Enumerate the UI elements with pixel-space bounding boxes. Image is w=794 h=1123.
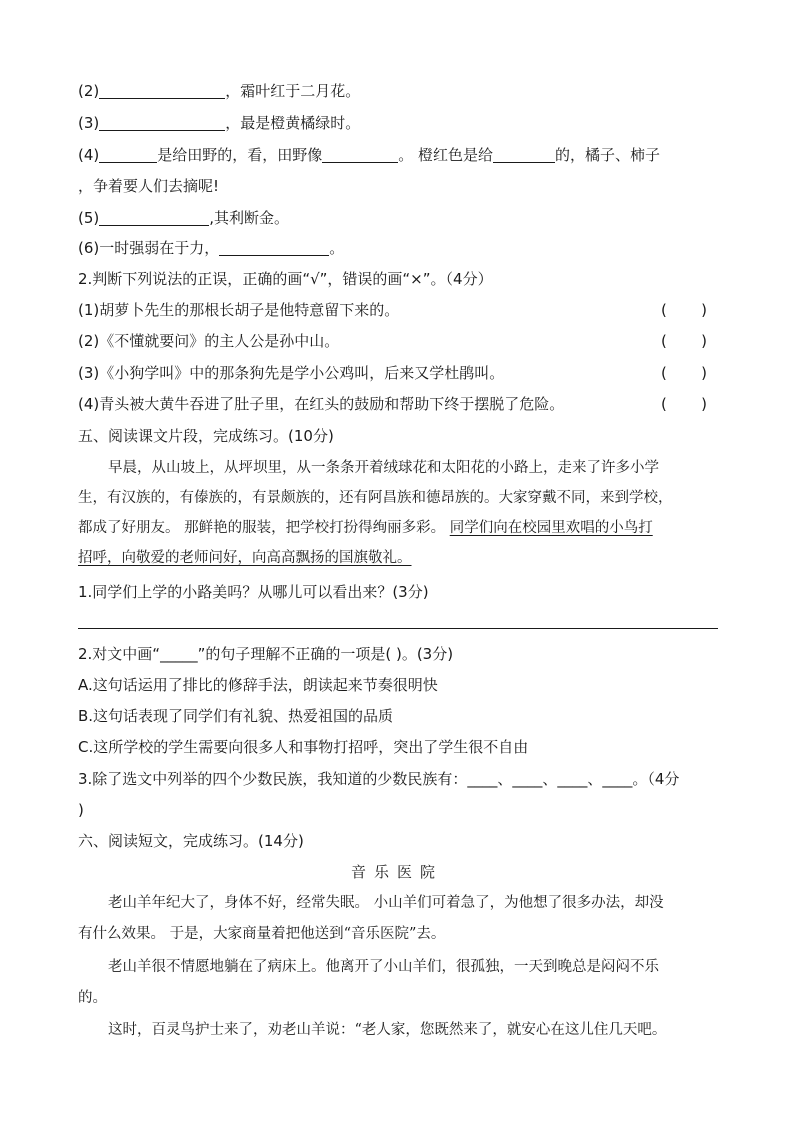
judge-item-4: (4)青头被大黄牛吞进了肚子里，在红头的鼓励和帮助下终于摆脱了危险。 [78, 395, 565, 413]
judge-question-title: 2.判断下列说法的正误，正确的画“√”，错误的画“×”。（4分） [78, 270, 493, 288]
answer-blank[interactable] [99, 146, 157, 163]
underlined-sentence: 招呼，向敬爱的老师问好，向高高飘扬的国旗敬礼。 [78, 550, 412, 566]
item-number: (3) [78, 114, 100, 132]
answer-blank[interactable] [322, 146, 398, 163]
reading-q1: 1.同学们上学的小路美吗？从哪儿可以看出来？(3分) [78, 583, 429, 601]
underlined-sentence: 同学们向在校园里欢唱的小鸟打 [449, 520, 653, 536]
passage-line: 生，有汉族的，有傣族的，有景颇族的，还有阿昌族和德昂族的。大家穿戴不同，来到学校， [78, 490, 673, 506]
fill-item-5 [78, 208, 289, 228]
passage-line: 有什么效果。 于是，大家商量着把他送到“音乐医院”去。 [78, 926, 446, 942]
bracket-close: ) [701, 395, 707, 413]
answer-blank[interactable] [219, 239, 329, 256]
item-number: (4) [78, 146, 100, 164]
option-a: A.这句话运用了排比的修辞手法，朗读起来节奏很明快 [78, 676, 438, 694]
judge-item-3: (3)《小狗学叫》中的那条狗先是学小公鸡叫，后来又学杜鹃叫。 [78, 364, 505, 382]
fill-item-2 [78, 81, 360, 101]
reading-q2: 2.对文中画“_____”的句子理解不正确的一项是( )。(3分) [78, 645, 454, 663]
judge-item-1: (1)胡萝卜先生的那根长胡子是他特意留下来的。 [78, 301, 400, 319]
item-text: 是给田野的，看，田野像 [157, 146, 323, 164]
option-b: B.这句话表现了同学们有礼貌、热爱祖国的品质 [78, 707, 394, 725]
passage-text: 都成了好朋友。 那鲜艳的服装，把学校打扮得绚丽多彩。 [78, 520, 450, 536]
item-text: ，最是橙黄橘绿时。 [225, 114, 361, 132]
bracket-open: ( [661, 364, 667, 382]
item-text: 的，橘子、柿子 [555, 146, 661, 164]
fill-item-4-cont: ，争着要人们去摘呢! [78, 177, 220, 195]
passage-line: 老山羊很不情愿地躺在了病床上。他离开了小山羊们，很孤独，一天到晚总是闷闷不乐 [108, 959, 659, 975]
reading-q3: 3.除了选文中列举的四个少数民族，我知道的少数民族有：____、____、____、____。（4分 [78, 770, 680, 788]
answer-blank[interactable] [493, 146, 555, 163]
option-c: C.这所学校的学生需要向很多人和事物打招呼，突出了学生很不自由 [78, 738, 529, 756]
item-text: ,其利断金。 [209, 209, 290, 227]
section-5-heading: 五、阅读课文片段，完成练习。(10分) [78, 427, 334, 445]
item-number: (2) [78, 82, 100, 100]
passage-line: 老山羊年纪大了，身体不好，经常失眠。 小山羊们可着急了，为他想了很多办法，却没 [108, 895, 664, 911]
passage-line: 这时，百灵鸟护士来了，劝老山羊说：“老人家，您既然来了，就安心在这儿住几天吧。 [108, 1022, 667, 1038]
judge-answer-bracket-3[interactable] [661, 363, 707, 383]
bracket-close: ) [701, 332, 707, 350]
item-text: ，霜叶红于二月花。 [225, 82, 361, 100]
passage-line [78, 548, 718, 568]
judge-answer-bracket-4[interactable] [661, 394, 707, 414]
bracket-open: ( [661, 332, 667, 350]
item-text: (6)一时强弱在于力， [78, 239, 220, 257]
article-title: 音乐医院 [350, 863, 443, 881]
passage-line: 早晨，从山坡上，从坪坝里，从一条条开着绒球花和太阳花的小路上，走来了许多小学 [108, 460, 659, 476]
judge-item-2: (2)《不懂就要问》的主人公是孙中山。 [78, 332, 340, 350]
passage-line [78, 518, 718, 538]
item-text: 。 橙红色是给 [398, 146, 494, 164]
answer-line[interactable] [78, 628, 718, 629]
judge-answer-bracket-2[interactable] [661, 331, 707, 351]
judge-answer-bracket-1[interactable] [661, 300, 707, 320]
bracket-open: ( [661, 395, 667, 413]
bracket-close: ) [701, 364, 707, 382]
answer-blank[interactable] [99, 114, 225, 131]
fill-item-3 [78, 113, 360, 133]
answer-blank[interactable] [99, 209, 209, 226]
fill-item-4 [78, 145, 660, 165]
passage-line: 的。 [78, 990, 107, 1006]
item-number: (5) [78, 209, 100, 227]
reading-q3-cont: ) [78, 801, 84, 819]
section-6-heading: 六、阅读短文，完成练习。(14分) [78, 832, 304, 850]
bracket-close: ) [701, 301, 707, 319]
bracket-open: ( [661, 301, 667, 319]
item-text: 。 [329, 239, 345, 257]
fill-item-6 [78, 238, 344, 258]
answer-blank[interactable] [99, 82, 225, 99]
